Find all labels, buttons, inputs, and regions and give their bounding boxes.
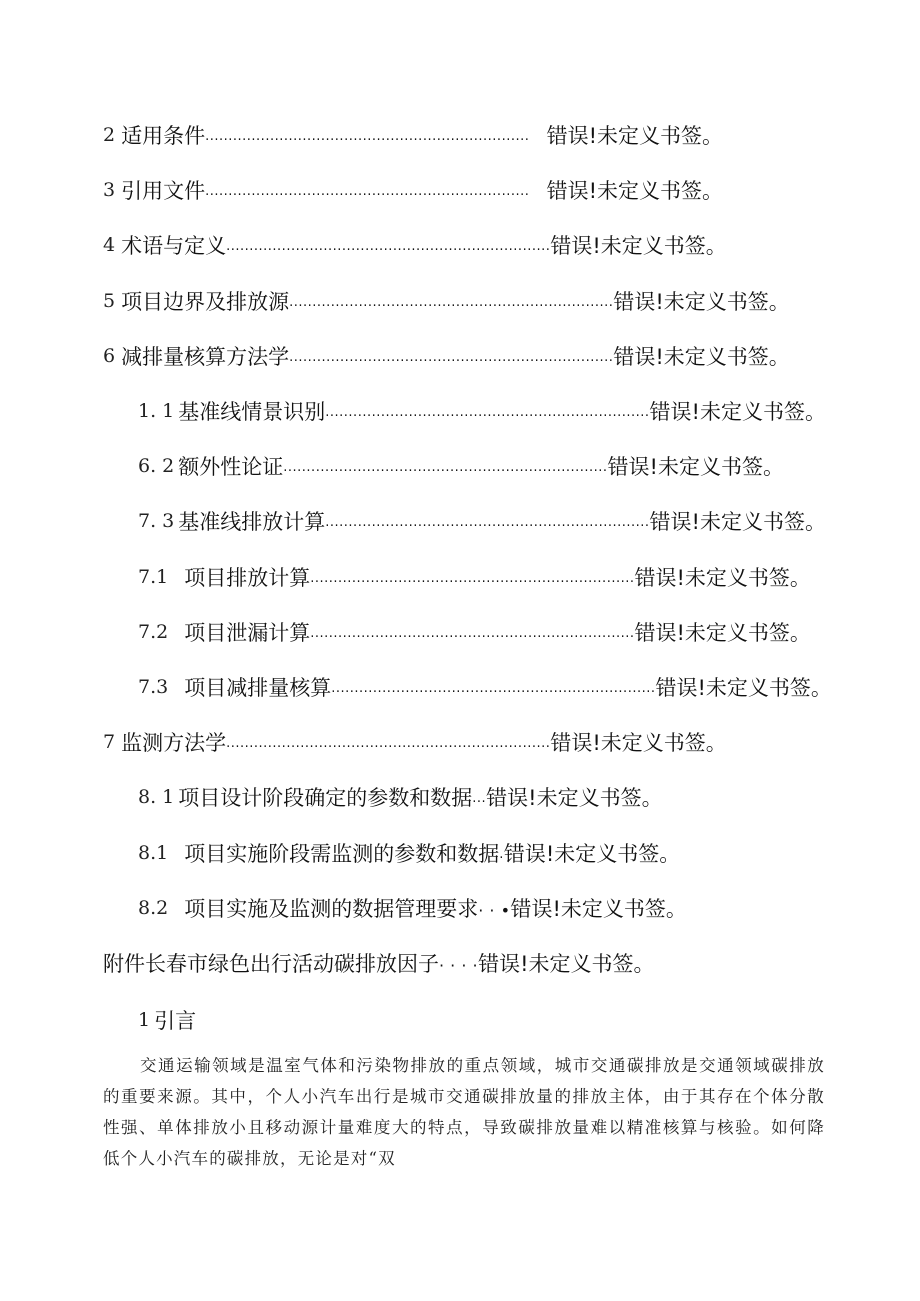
toc-entry-page-ref: 错误!未定义书签。 [634,566,811,590]
toc-entry-page-ref: 错误!未定义书签。 [546,179,723,203]
toc-entry[interactable] [103,170,723,210]
toc-entry-title: 项目排放计算 [184,566,311,590]
toc-entry-page-ref: 错误!未定义书签。 [607,455,784,479]
toc-entry-title: 适用条件 [121,124,206,148]
toc-entry-number: 7.2 [138,621,169,643]
toc-entry[interactable] [138,888,687,928]
toc-entry[interactable] [103,225,727,265]
toc-entry-page-ref: 错误!未定义书签。 [546,124,723,148]
toc-entry-number: 5 [103,290,116,312]
toc-entry-number: 7.3 [138,676,169,698]
toc-entry[interactable] [138,667,832,707]
toc-entry[interactable] [138,557,811,597]
toc-entry[interactable] [138,833,680,873]
toc-entry-title: 额外性论证 [178,455,284,479]
toc-entry-title: 项目边界及排放源 [121,290,290,314]
toc-entry-number: 8.2 [138,897,169,919]
toc-entry-title: 项目泄漏计算 [184,621,311,645]
toc-entry[interactable] [138,391,826,431]
section-heading [138,1000,196,1040]
toc-entry[interactable] [103,943,655,983]
toc-entry-title: 项目减排量核算 [184,676,332,700]
toc-entry-leader: ...................................................................... [325,515,650,530]
toc-entry-leader: ...................................................................... [289,295,614,310]
section-title: 引言 [154,1009,197,1033]
toc-entry-page-ref: 错误!未定义书签。 [550,234,727,258]
toc-entry-number: 7.1 [138,566,169,588]
toc-entry-page-ref: 错误!未定义书签。 [613,290,790,314]
toc-entry-page-ref: 错误!未定义书签。 [486,786,663,810]
toc-entry-page-ref: 错误!未定义书签。 [478,952,655,976]
toc-entry-title: 基准线情景识别 [178,400,326,424]
toc-entry-leader: ...................................................................... [331,681,656,696]
toc-entry[interactable] [138,446,784,486]
toc-entry-leader: . [499,847,504,862]
toc-entry-page-ref: 错误!未定义书签。 [634,621,811,645]
toc-entry-title: 项目实施阶段需监测的参数和数据 [184,842,500,866]
toc-entry-leader: ...................................................................... [226,736,551,751]
toc-entry-title: 附件长春市绿色出行活动碳排放因子 [103,952,439,976]
toc-entry-number: 8. 1 [138,786,175,808]
toc-entry-title: 项目实施及监测的数据管理要求 [184,897,479,921]
toc-entry-leader: ...................................................................... [205,129,530,144]
toc-entry[interactable] [103,722,727,762]
toc-entry-title: 项目设计阶段确定的参数和数据 [178,786,473,810]
body-paragraph: 交通运输领域是温室气体和污染物排放的重点领域，城市交通碳排放是交通领域碳排放的重要来源。其中，个人小汽车出行是城市交通碳排放量的排放主体，由于其存在个体分散性强、单体排放小且移动源计量难度大的特点，导致碳排放量难以精准核算与核验。如何降低个人小汽车的碳排放，无论是对“双 [103,1056,825,1168]
toc-entry-title: 减排量核算方法学 [121,345,290,369]
toc-entry-leader: ...................................................................... [325,405,650,420]
toc-entry-number: 2 [103,124,116,146]
toc-entry-title: 术语与定义 [121,234,227,258]
toc-entry-leader: ...................................................................... [205,184,530,199]
toc-entry-page-ref: 错误!未定义书签。 [655,676,832,700]
toc-entry-leader: · · · · [439,956,479,975]
toc-entry-number: 3 [103,179,116,201]
toc-entry-page-ref: 错误!未定义书签。 [510,897,687,921]
toc-entry-number: 6. 2 [138,455,175,477]
toc-entry[interactable] [138,501,826,541]
toc-entry-page-ref: 错误!未定义书签。 [649,400,826,424]
toc-entry-title: 监测方法学 [121,731,227,755]
toc-entry-page-ref: 错误!未定义书签。 [550,731,727,755]
toc-entry-leader: ...................................................................... [283,460,608,475]
toc-entry-leader: ...................................................................... [310,571,635,586]
toc-entry-title: 基准线排放计算 [178,510,326,534]
toc-entry-number: 6 [103,345,116,367]
toc-entry[interactable] [103,115,723,155]
toc-entry[interactable] [138,777,663,817]
toc-entry-number: 8.1 [138,842,169,864]
toc-entry-number: 7 [103,731,116,753]
section-number: 1 [138,1009,151,1031]
toc-entry-number: 4 [103,234,116,256]
toc-entry-leader: ... [472,791,487,806]
toc-entry-leader: · · • [478,901,511,920]
toc-entry-title: 引用文件 [121,179,206,203]
toc-entry[interactable] [138,612,811,652]
toc-entry-number: 7. 3 [138,510,175,532]
toc-entry-page-ref: 错误!未定义书签。 [613,345,790,369]
toc-entry-page-ref: 错误!未定义书签。 [649,510,826,534]
toc-entry-number: 1. 1 [138,400,175,422]
toc-entry-leader: ...................................................................... [226,239,551,254]
toc-entry[interactable] [103,281,790,321]
toc-entry-leader: ...................................................................... [310,626,635,641]
toc-entry-page-ref: 错误!未定义书签。 [503,842,681,866]
toc-entry-leader: ...................................................................... [289,350,614,365]
toc-entry[interactable] [103,336,790,376]
